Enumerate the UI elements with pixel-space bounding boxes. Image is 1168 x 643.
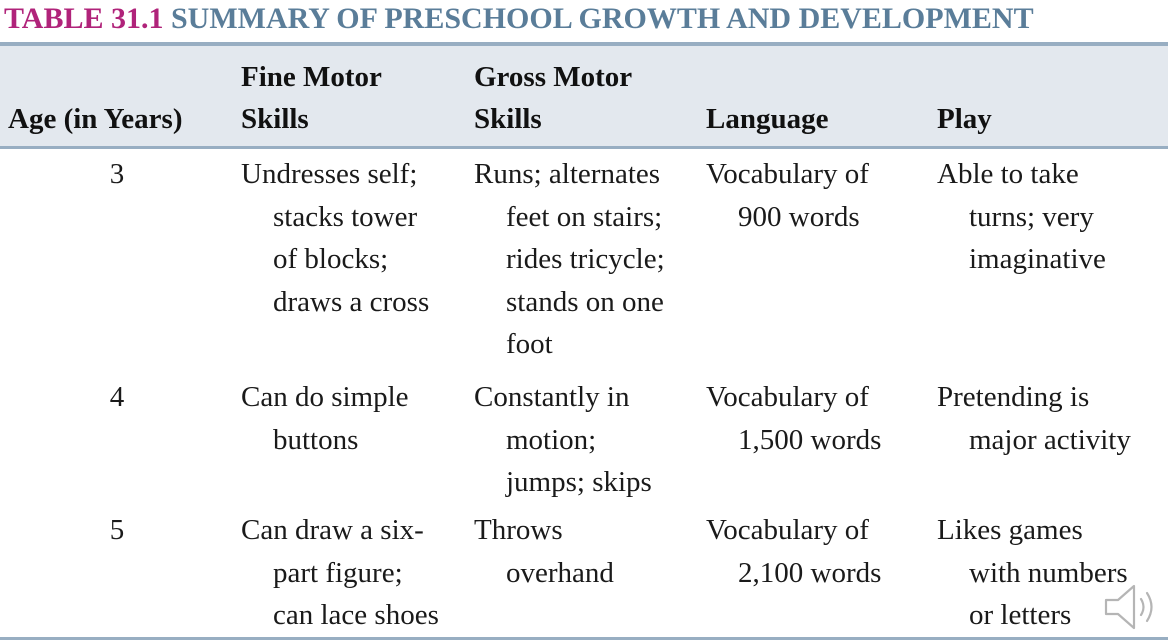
language-cell: Vocabulary of 900 words bbox=[706, 158, 869, 233]
header-rule bbox=[0, 146, 1168, 149]
table-title: SUMMARY OF PRESCHOOL GROWTH AND DEVELOPMENT bbox=[170, 2, 1034, 35]
language-cell: Vocabulary of 1,500 words bbox=[706, 381, 882, 456]
speaker-icon[interactable] bbox=[1100, 578, 1162, 636]
bottom-rule bbox=[0, 637, 1168, 640]
header-age: Age (in Years) bbox=[8, 103, 183, 135]
table-row-age: 3 bbox=[109, 158, 125, 190]
gross-motor-cell: Runs; alternates feet on stairs; rides tricycle; stands on one foot bbox=[474, 158, 665, 360]
fine-motor-cell: Can draw a six- part figure; can lace shoes bbox=[241, 514, 439, 631]
language-cell: Vocabulary of 2,100 words bbox=[706, 514, 882, 589]
header-play: Play bbox=[937, 103, 992, 135]
fine-motor-cell: Undresses self; stacks tower of blocks; draws a cross bbox=[241, 158, 430, 318]
play-cell: Pretending is major activity bbox=[937, 381, 1131, 456]
header-fine-motor: Fine Motor Skills bbox=[241, 61, 382, 135]
play-cell: Able to take turns; very imaginative bbox=[937, 158, 1106, 275]
header-gross-motor: Gross Motor Skills bbox=[474, 61, 633, 135]
table-row-age: 4 bbox=[109, 381, 125, 413]
table-number: TABLE 31.1 bbox=[4, 2, 164, 35]
gross-motor-cell: Constantly in motion; jumps; skips bbox=[474, 381, 652, 498]
fine-motor-cell: Can do simple buttons bbox=[241, 381, 409, 456]
table-caption bbox=[4, 2, 1034, 36]
table-row-age: 5 bbox=[109, 514, 125, 546]
gross-motor-cell: Throws overhand bbox=[474, 514, 614, 589]
header-language: Language bbox=[706, 103, 829, 135]
play-cell: Likes games with numbers or letters bbox=[937, 514, 1128, 631]
